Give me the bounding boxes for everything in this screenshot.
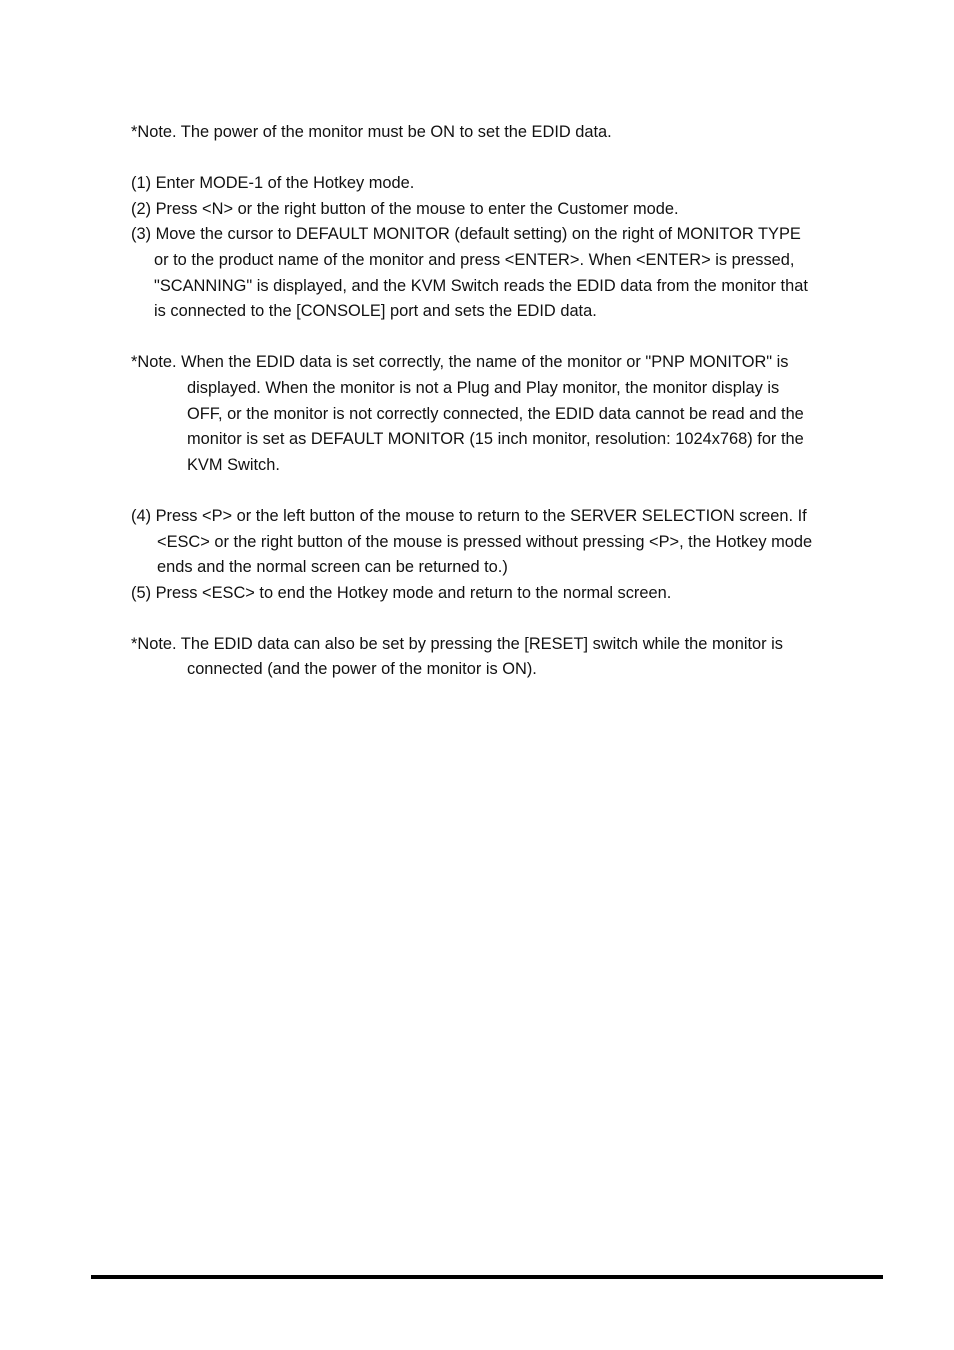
step-3-line-4: is connected to the [CONSOLE] port and sets the EDID data. — [154, 302, 597, 321]
note-edid-set-line-4: monitor is set as DEFAULT MONITOR (15 inch monitor, resolution: 1024x768) for the — [187, 430, 804, 449]
step-2: (2) Press <N> or the right button of the mouse to enter the Customer mode. — [131, 199, 679, 218]
step-3-line-2: or to the product name of the monitor and press <ENTER>. When <ENTER> is pressed, — [154, 250, 795, 269]
step-4-line-3: ends and the normal screen can be returned to.) — [157, 558, 508, 577]
note-edid-set-line-2: displayed. When the monitor is not a Plug and Play monitor, the monitor display is — [187, 378, 780, 397]
footer-rule — [91, 1275, 883, 1279]
step-4-line-2: <ESC> or the right button of the mouse is pressed without pressing <P>, the Hotkey mode — [157, 532, 813, 551]
note-power-on: *Note. The power of the monitor must be ON to set the EDID data. — [131, 123, 612, 141]
note-edid-set-line-3: OFF, or the monitor is not correctly connected, the EDID data cannot be read and the — [187, 404, 804, 423]
spacer — [131, 478, 871, 504]
note-edid-set-line-5: KVM Switch. — [187, 455, 280, 474]
page-body — [131, 120, 871, 683]
note-reset-switch-line-1: *Note. The EDID data can also be set by pressing the [RESET] switch while the monitor is — [131, 634, 783, 653]
note-reset-switch — [131, 632, 871, 683]
step-4-line-1: (4) Press <P> or the left button of the mouse to return to the SERVER SELECTION screen. If — [131, 506, 807, 525]
step-4 — [131, 504, 871, 581]
note-reset-switch-line-2: connected (and the power of the monitor is ON). — [187, 660, 537, 679]
spacer — [131, 606, 871, 632]
spacer — [131, 146, 871, 172]
step-3-line-3: "SCANNING" is displayed, and the KVM Switch reads the EDID data from the monitor that — [154, 276, 808, 295]
step-5: (5) Press <ESC> to end the Hotkey mode and return to the normal screen. — [131, 583, 672, 602]
note-edid-set-line-1: *Note. When the EDID data is set correctly, the name of the monitor or "PNP MONITOR" is — [131, 353, 789, 372]
step-1: (1) Enter MODE-1 of the Hotkey mode. — [131, 174, 415, 193]
spacer — [131, 325, 871, 351]
step-3 — [131, 222, 871, 324]
note-edid-set — [131, 350, 871, 478]
step-3-line-1: (3) Move the cursor to DEFAULT MONITOR (default setting) on the right of MONITOR TYPE — [131, 225, 801, 244]
